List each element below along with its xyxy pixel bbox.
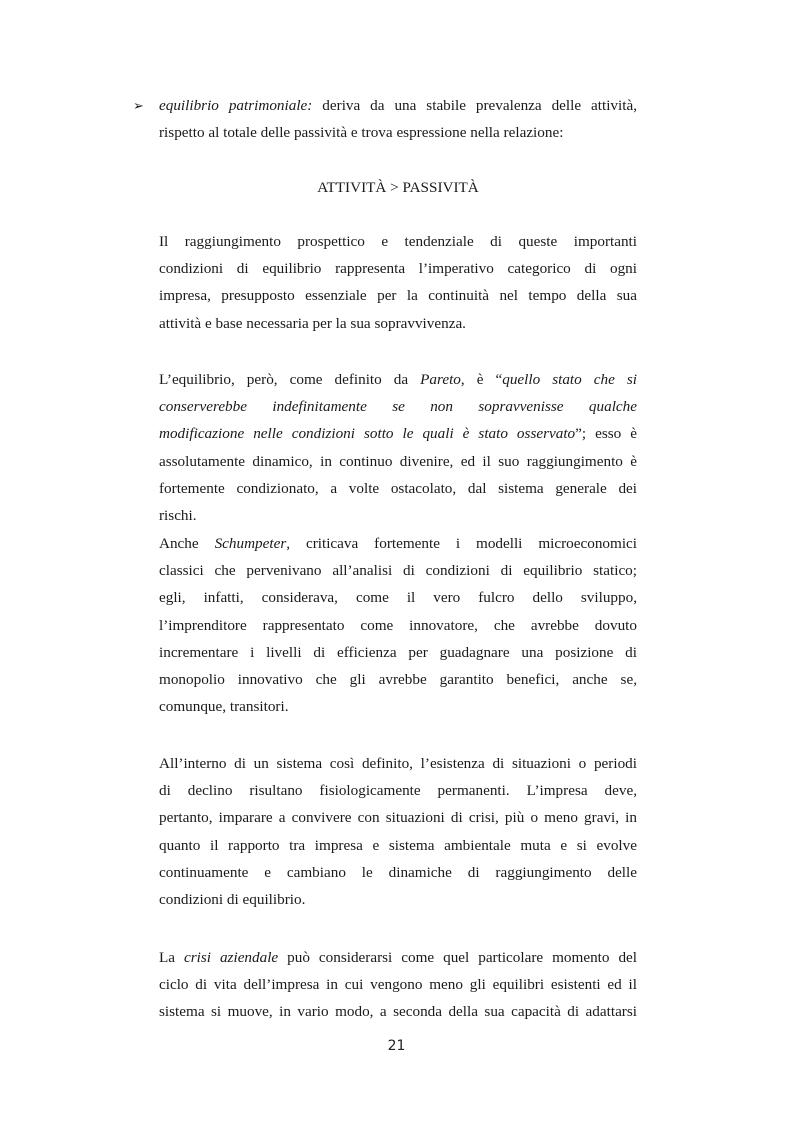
paragraph-line: continuamente e cambiano le dinamiche di raggiungimento delle (159, 863, 637, 881)
arrow-bullet-icon: ➢ (133, 98, 144, 113)
crisi-aziendale-term: crisi aziendale (184, 949, 279, 966)
paragraph-line: attività e base necessaria per la sua sopravvivenza. (159, 314, 466, 332)
paragraph-line: incrementare i livelli di efficienza per guadagnare una posizione di (159, 643, 637, 661)
paragraph-line: Il raggiungimento prospettico e tendenziale di queste importanti (159, 233, 637, 250)
paragraph-line: conserverebbe indefinitamente se non sopravvenisse qualche (159, 398, 637, 416)
paragraph-3 (159, 530, 637, 720)
bullet-line-2: rispetto al totale delle passività e trova espressione nella relazione: (159, 124, 564, 142)
paragraph-line: condizioni di equilibrio. (159, 890, 306, 908)
paragraph-line: quanto il rapporto tra impresa e sistema ambientale muta e si evolve (159, 836, 637, 854)
paragraph-5 (159, 944, 637, 1026)
paragraph-line: ciclo di vita dell’impresa in cui vengono meno gli equilibri esistenti ed il (159, 976, 637, 994)
paragraph-line: rischi. (159, 506, 197, 524)
paragraph-line: pertanto, imparare a convivere con situazioni di crisi, più o meno gravi, in (159, 809, 637, 827)
paragraph-line: l’imprenditore rappresentato come innovatore, che avrebbe dovuto (159, 616, 637, 634)
bullet-term: equilibrio patrimoniale: (159, 97, 313, 114)
paragraph-line: monopolio innovativo che gli avrebbe garantito benefici, anche se, (159, 670, 637, 688)
paragraph-line: di declino risultano fisiologicamente permanenti. L’impresa deve, (159, 782, 637, 800)
paragraph-2 (159, 366, 637, 529)
paragraph-line: egli, infatti, considerava, come il vero fulcro dello sviluppo, (159, 589, 637, 607)
paragraph-line: comunque, transitori. (159, 698, 289, 716)
paragraph-line: All’interno di un sistema così definito, l’esistenza di situazioni o periodi (159, 755, 637, 772)
paragraph-line: assolutamente dinamico, in continuo divenire, ed il suo raggiungimento è (159, 452, 637, 470)
bullet-line-1: equilibrio patrimoniale: deriva da una stabile prevalenza delle attività, (159, 97, 637, 114)
paragraph-1 (159, 228, 637, 337)
paragraph-line: fortemente condizionato, a volte ostacolato, dal sistema generale dei (159, 479, 637, 497)
paragraph-line: sistema si muove, in vario modo, a seconda della sua capacità di adattarsi (159, 1003, 637, 1021)
paragraph-line: impresa, presupposto essenziale per la continuità nel tempo della sua (159, 287, 637, 305)
page-number: 21 (387, 1038, 406, 1054)
paragraph-line: modificazione nelle condizioni sotto le quali è stato osservato”; esso è (159, 425, 637, 443)
schumpeter-name: Schumpeter (214, 535, 287, 552)
paragraph-line: condizioni di equilibrio rappresenta l’imperativo categorico di ogni (159, 260, 637, 278)
paragraph-line: Anche Schumpeter, criticava fortemente i modelli microeconomici (159, 535, 637, 552)
paragraph-line: L’equilibrio, però, come definito da Pareto, è “quello stato che si (159, 371, 637, 388)
paragraph-line: classici che pervenivano all’analisi di condizioni di equilibrio statico; (159, 562, 637, 580)
paragraph-line: La crisi aziendale può considerarsi come quel particolare momento del (159, 949, 638, 966)
paragraph-4 (159, 750, 637, 913)
pareto-name: Pareto (420, 371, 461, 388)
formula: ATTIVITÀ > PASSIVITÀ (317, 179, 479, 196)
